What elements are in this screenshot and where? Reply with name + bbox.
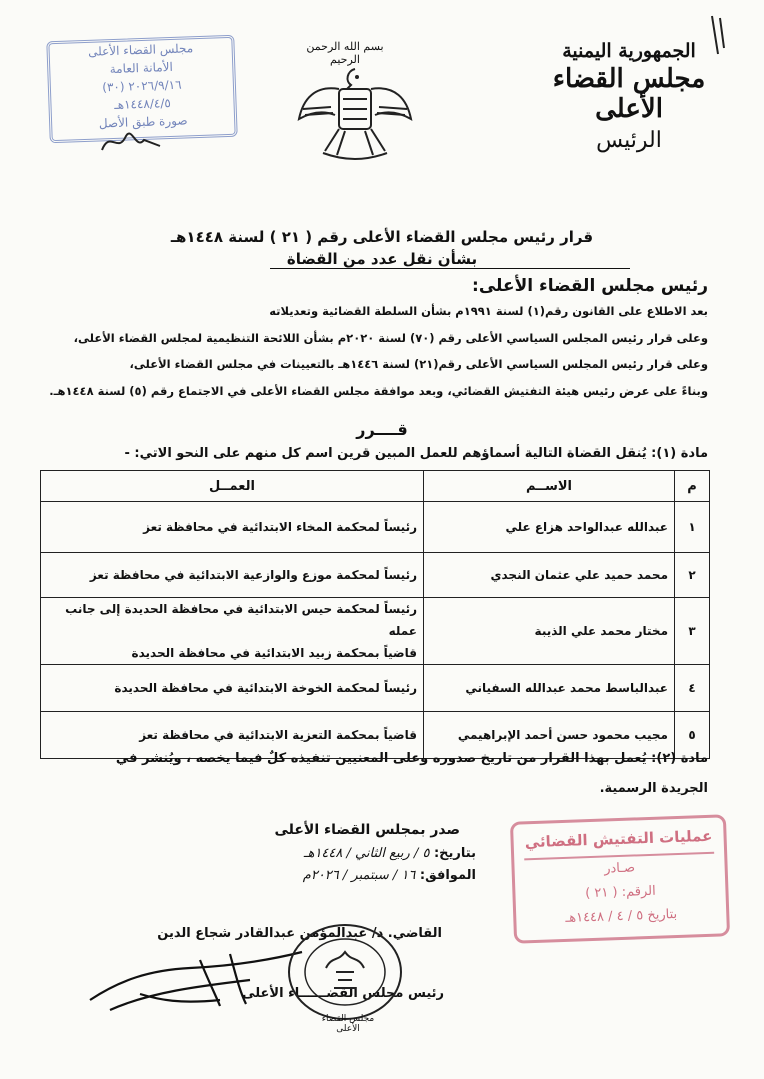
judge-assignment	[41, 598, 424, 665]
title-underline	[270, 268, 630, 269]
table-row	[41, 598, 710, 665]
stamp-line: صورة طبق الأصل	[98, 113, 188, 131]
letterhead-country: الجمهورية اليمنية	[562, 40, 696, 62]
issuer-heading: رئيس مجلس القضاء الأعلى:	[472, 276, 708, 296]
seal-text: مجلس القضاء الأعلى	[321, 1014, 375, 1034]
issued-stamp-red	[510, 814, 730, 943]
date-label: الموافق:	[419, 868, 476, 883]
decision-subject: بشأن نقل عدد من القضاة	[286, 250, 478, 268]
column-header-number: م	[675, 471, 710, 502]
table-row	[41, 553, 710, 598]
article-1: مادة (١): يُنقل القضاة التالية أسماؤهم للعمل المبين قرين اسم كل منهم على النحو الاتي: -	[124, 446, 708, 461]
date-value: ١٦ / سبتمبر / ٢٠٢٦م	[302, 868, 416, 883]
assignment-text: قاضياً بمحكمة زبيد الابتدائية في محافظة الحديدة	[131, 646, 417, 660]
judge-name: محمد حميد علي عثمان النجدي	[424, 553, 675, 598]
decision-title: قرار رئيس مجلس القضاء الأعلى رقم ( ٢١ ) لسنة ١٤٤٨هـ	[170, 228, 594, 246]
stamp-line: مجلس القضاء الأعلى	[87, 41, 194, 59]
judge-assignment	[41, 665, 424, 712]
gregorian-date	[303, 868, 476, 883]
letterhead	[544, 40, 714, 153]
article-2	[48, 744, 708, 804]
article-2-line: مادة (٢): يُعمل بهذا القرار من تاريخ صدوره وعلى المعنيين تنفيذه كلٌ فيما يخصه ، ويُنشر في	[115, 751, 708, 766]
row-number: ٥	[675, 712, 710, 759]
assignment-text: رئيساً لمحكمة الخوخة الابتدائية في محافظة الحديدة	[114, 681, 417, 695]
letterhead-council: مجلس القضاء الأعلى	[552, 64, 706, 124]
article-2-line: الجريدة الرسمية.	[599, 781, 708, 796]
eagle-emblem-icon	[295, 55, 415, 165]
row-number: ٢	[675, 553, 710, 598]
assignment-text: رئيساً لمحكمة موزع والوازعية الابتدائية في محافظة تعز	[89, 568, 417, 582]
table-row	[41, 502, 710, 553]
hijri-date	[304, 846, 476, 861]
assignment-text: قاضياً بمحكمة التعزية الابتدائية في محافظة تعز	[139, 728, 417, 742]
column-header-name: الاســم	[424, 471, 675, 502]
stamp-line: ٢٠٢٦/٩/١٦ (٣٠)	[102, 77, 182, 95]
stamp-line: الأمانة العامة	[109, 59, 174, 77]
issued-at: صدر بمجلس القضاء الأعلى	[274, 822, 460, 838]
preamble-paragraph: وبناءً على عرض رئيس هيئة التفتيش القضائي، وبعد موافقة مجلس القضاء الأعلى في الاجتماع رقم (٥) لسنة ١٤٤٨هـ.	[49, 384, 708, 398]
judge-name: مختار محمد علي الذيبة	[424, 598, 675, 665]
table-header-row	[41, 471, 710, 502]
stamp-line: ١٤٤٨/٤/٥هـ	[113, 96, 172, 112]
assignment-text: رئيساً لمحكمة المخاء الابتدائية في محافظة تعز	[143, 520, 417, 534]
row-number: ٤	[675, 665, 710, 712]
signatory-name: القاضي. د/ عبدالمؤمن عبدالقادر شجاع الدين	[157, 926, 442, 941]
date-value: ٥ / ربيع الثاني / ١٤٤٨هـ	[303, 846, 430, 861]
signatory-title: رئيس مجلس القضــــــاء الأعلى	[242, 986, 444, 1001]
stamp-line: بتاريخ ٥ / ٤ / ١٤٤٨هـ	[565, 907, 678, 926]
table-row	[41, 665, 710, 712]
judge-assignment	[41, 553, 424, 598]
judges-transfer-table	[40, 470, 710, 759]
stamp-line: الرقم: ( ٢١ )	[584, 883, 656, 902]
decided-heading: قــــرر	[356, 420, 408, 439]
judge-assignment	[41, 502, 424, 553]
column-header-work: العمــل	[41, 471, 424, 502]
row-number: ١	[675, 502, 710, 553]
handwritten-signature	[80, 940, 310, 1020]
assignment-text: رئيساً لمحكمة حيس الابتدائية في محافظة الحديدة إلى جانب عمله	[65, 602, 417, 638]
judge-name: مجيب محمود حسن أحمد الإبراهيمي	[424, 712, 675, 759]
date-label: بتاريخ:	[433, 846, 476, 861]
bismillah: بسم الله الرحمن الرحيم	[306, 40, 384, 66]
row-number: ٣	[675, 598, 710, 665]
stamp-line: عمليات التفتيش القضائي	[523, 824, 714, 861]
stamp-line: صـادر	[603, 860, 636, 877]
judge-name: عبدالله عبدالواحد هزاع علي	[424, 502, 675, 553]
preamble-paragraph: وعلى قرار رئيس المجلس السياسي الأعلى رقم (٧٠) لسنة ٢٠٢٠م بشأن اللائحة التنظيمية لمجلس القضاء الأعلى،	[73, 331, 708, 345]
preamble-paragraph: بعد الاطلاع على القانون رقم(١) لسنة ١٩٩١م بشأن السلطة القضائية وتعديلاته	[269, 304, 708, 318]
judge-name: عبدالباسط محمد عبدالله السفياني	[424, 665, 675, 712]
official-seal-icon	[286, 922, 404, 1022]
initials-signature	[96, 120, 166, 160]
letterhead-office: الرئيس	[596, 128, 662, 153]
preamble-paragraph: وعلى قرار رئيس المجلس السياسي الأعلى رقم(٢١) لسنة ١٤٤٦هـ بالتعيينات في مجلس القضاء الأعلى،	[129, 357, 708, 371]
